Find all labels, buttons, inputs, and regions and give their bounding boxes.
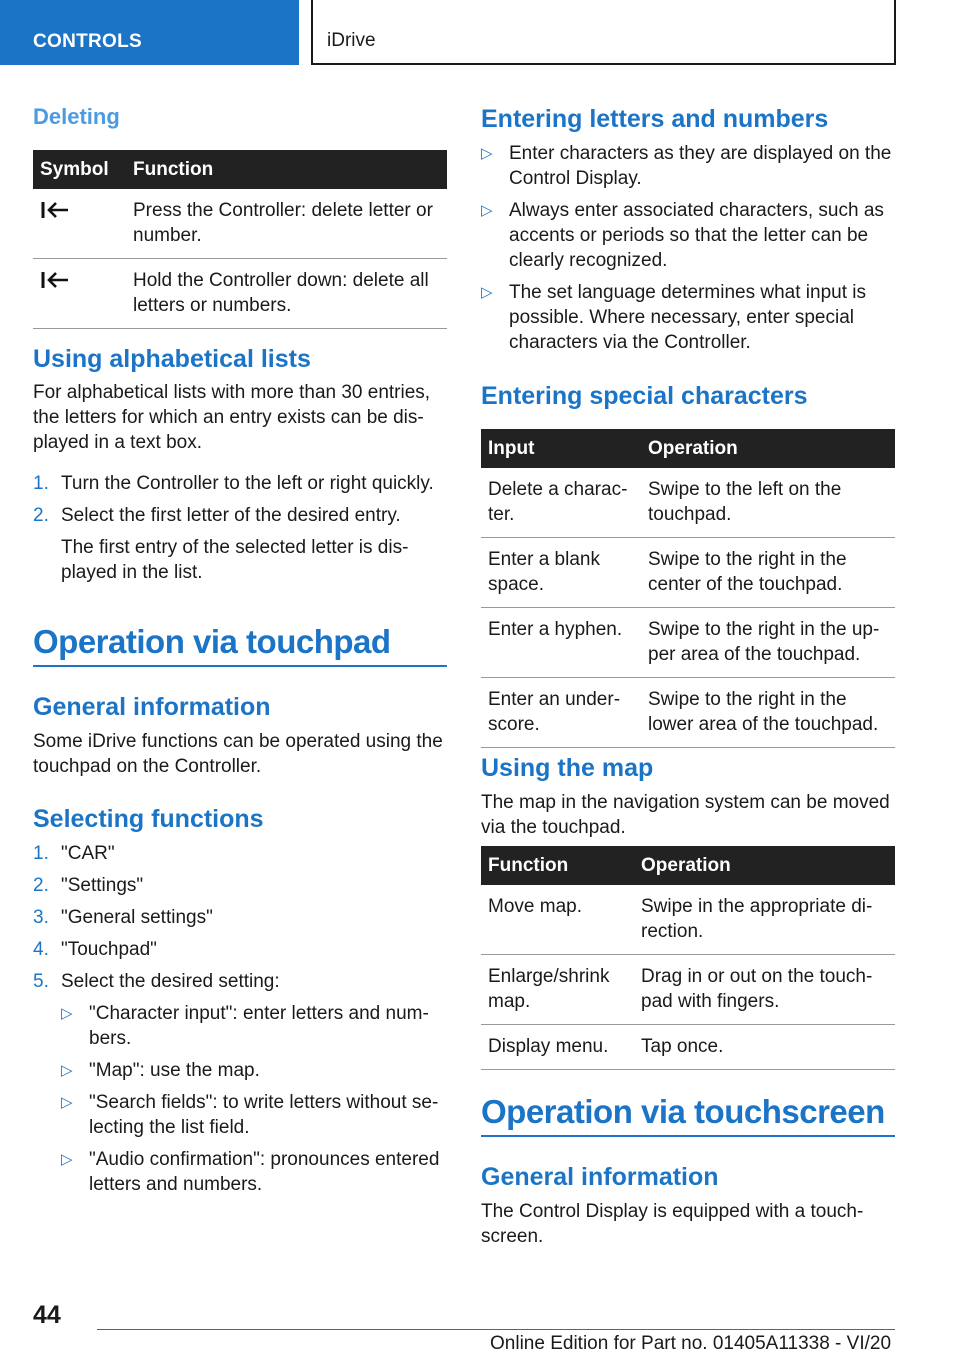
operation-cell: Drag in or out on the touchpad with fingers.: [634, 955, 895, 1025]
step-text: "CAR": [61, 843, 115, 864]
step-number: 1.: [33, 473, 49, 494]
using-map-heading: Using the map: [481, 754, 654, 782]
column-header: Operation: [641, 429, 895, 468]
step-text: Select the desired setting:: [61, 971, 280, 992]
special-characters-heading: Entering special characters: [481, 382, 808, 410]
operation-cell: Swipe to the right in the upper area of the touchpad.: [641, 608, 895, 678]
step-number: 3.: [33, 907, 49, 928]
list-item: [33, 937, 447, 962]
step-number: 4.: [33, 939, 49, 960]
bullet-text: "Search fields": to write letters without selecting the list field.: [89, 1092, 439, 1138]
alpha-steps: [33, 471, 447, 592]
entering-bullets: [481, 141, 895, 362]
touchscreen-heading: Operation via touchscreen: [481, 1092, 895, 1137]
step-note-text: The first entry of the selected letter is displayed in the list.: [61, 537, 409, 583]
operation-cell: Swipe to the left on the touchpad.: [641, 468, 895, 538]
triangle-bullet-icon: ▷: [481, 284, 493, 301]
table-row: [481, 885, 895, 955]
function-cell: Enlarge/shrink map.: [481, 955, 634, 1025]
table-row: [481, 678, 895, 748]
symbol-cell: [33, 189, 126, 259]
column-header: Symbol: [33, 150, 126, 189]
settings-list: [61, 1001, 447, 1197]
operation-cell: Swipe to the right in the center of the touchpad.: [641, 538, 895, 608]
table-row: [481, 608, 895, 678]
list-item: [481, 198, 895, 273]
list-item: [61, 1090, 447, 1140]
operation-cell: Tap once.: [634, 1025, 895, 1070]
step-note: [33, 535, 447, 585]
step-number: 2.: [33, 875, 49, 896]
column-header: Function: [481, 846, 634, 885]
table-row: [33, 259, 447, 329]
touchpad-general-heading: General information: [33, 693, 271, 721]
table-row: [481, 1025, 895, 1070]
touchscreen-general-text: The Control Display is equipped with a touchscreen.: [481, 1201, 864, 1247]
list-item: [33, 503, 447, 528]
map-table: [481, 846, 895, 1070]
function-cell: Move map.: [481, 885, 634, 955]
table-row: [481, 468, 895, 538]
symbol-cell: [33, 259, 126, 329]
triangle-bullet-icon: ▷: [61, 1062, 73, 1079]
operation-cell: Swipe to the right in the lower area of the touchpad.: [641, 678, 895, 748]
step-number: 1.: [33, 843, 49, 864]
selecting-steps: [33, 841, 447, 1204]
section-tab: [0, 0, 299, 65]
bullet-text: "Map": use the map.: [89, 1060, 260, 1081]
delete-back-icon: [40, 200, 70, 220]
triangle-bullet-icon: ▷: [481, 202, 493, 219]
entering-letters-heading: Entering letters and numbers: [481, 105, 829, 133]
section-label: CONTROLS: [33, 31, 143, 52]
input-cell: Enter an underscore.: [481, 678, 641, 748]
operation-cell: Swipe in the appropriate direction.: [634, 885, 895, 955]
input-cell: Enter a hyphen.: [481, 608, 641, 678]
special-characters-table: [481, 429, 895, 748]
list-item: [481, 280, 895, 355]
triangle-bullet-icon: ▷: [61, 1151, 73, 1168]
function-cell: Hold the Controller down: delete all letters or numbers.: [126, 259, 447, 329]
alpha-lists-heading: Using alphabetical lists: [33, 345, 311, 373]
touchpad-general-text: Some iDrive functions can be operated using the touchpad on the Controller.: [33, 731, 443, 777]
list-item: [33, 969, 447, 994]
touchscreen-general-heading: General information: [481, 1163, 719, 1191]
touchpad-heading: Operation via touchpad: [33, 622, 447, 667]
bullet-text: The set language determines what input is possible. Where necessary, enter special characters via the Controller.: [509, 282, 866, 353]
column-header: Operation: [634, 846, 895, 885]
page-number: 44: [33, 1301, 61, 1329]
footer-edition: Online Edition for Part no. 01405A11338 - VI/20: [490, 1333, 892, 1354]
triangle-bullet-icon: ▷: [61, 1005, 73, 1022]
step-text: "Settings": [61, 875, 144, 896]
list-item: [481, 141, 895, 191]
list-item: [61, 1147, 447, 1197]
table-row: [481, 955, 895, 1025]
bullet-text: Enter characters as they are displayed on the Control Display.: [509, 143, 892, 189]
selecting-functions-heading: Selecting functions: [33, 805, 264, 833]
table-header-row: [33, 150, 447, 189]
column-header: Function: [126, 150, 447, 189]
table-row: [481, 538, 895, 608]
table-header-row: [481, 846, 895, 885]
step-number: 2.: [33, 505, 49, 526]
list-item: [33, 873, 447, 898]
triangle-bullet-icon: ▷: [61, 1094, 73, 1111]
function-cell: Press the Controller: delete letter or number.: [126, 189, 447, 259]
step-text: "Touchpad": [61, 939, 157, 960]
chapter-label: iDrive: [327, 30, 376, 51]
bullet-text: Always enter associated characters, such as accents or periods so that the letter can be clearly recognized.: [509, 200, 884, 271]
bullet-text: "Character input": enter letters and numbers.: [89, 1003, 429, 1049]
chapter-tab: [311, 0, 896, 65]
list-item: [61, 1001, 447, 1051]
alpha-lists-intro: For alphabetical lists with more than 30 entries, the letters for which an entry exists can be displayed in a text box.: [33, 382, 431, 453]
using-map-intro: The map in the navigation system can be moved via the touchpad.: [481, 792, 890, 838]
list-item: [61, 1058, 447, 1083]
table-header-row: [481, 429, 895, 468]
list-item: [33, 905, 447, 930]
deleting-table: [33, 150, 447, 329]
step-number: 5.: [33, 971, 49, 992]
delete-back-icon: [40, 270, 70, 290]
input-cell: Delete a character.: [481, 468, 641, 538]
function-cell: Display menu.: [481, 1025, 634, 1070]
step-text: Select the first letter of the desired entry.: [61, 505, 401, 526]
deleting-heading: Deleting: [33, 104, 120, 129]
step-text: Turn the Controller to the left or right quickly.: [61, 473, 434, 494]
bullet-text: "Audio confirmation": pronounces entered letters and numbers.: [89, 1149, 440, 1195]
column-header: Input: [481, 429, 641, 468]
list-item: [33, 471, 447, 496]
list-item: [33, 841, 447, 866]
input-cell: Enter a blank space.: [481, 538, 641, 608]
triangle-bullet-icon: ▷: [481, 145, 493, 162]
table-row: [33, 189, 447, 259]
footer-divider: [97, 1329, 895, 1330]
step-text: "General settings": [61, 907, 213, 928]
